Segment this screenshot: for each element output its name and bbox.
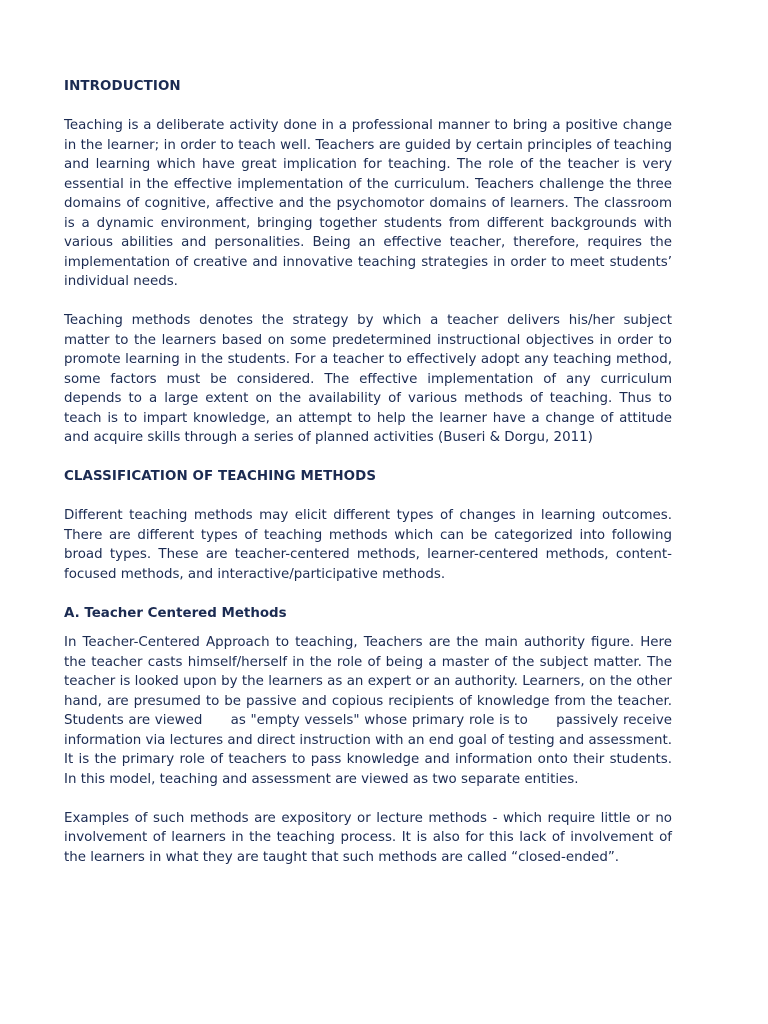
introduction-paragraph-2: Teaching methods denotes the strategy by which a teacher delivers his/her subject matter to the learners based on some predetermined instructional objectives in order to promote learning in the students. For a teacher to effectively adopt any teaching method, some factors must be considered. The effective implementation of any curriculum depends to a large extent on the availability of various methods of teaching. Thus to teach is to impart knowledge, an attempt to help the learner have a change of attitude and acquire skills through a series of planned activities (Buseri & Dorgu, 2011): [64, 313, 672, 445]
teacher-centered-paragraph-2: Examples of such methods are expository or lecture methods - which require little or no involvement of learners in the teaching process. It is also for this lack of involvement of the learners in what they are taught that such methods are called “closed-ended”.: [64, 810, 672, 865]
introduction-paragraph-1: Teaching is a deliberate activity done in a professional manner to bring a positive change in the learner; in order to teach well. Teachers are guided by certain principles of teaching and learning which have great implication for teaching. The role of the teacher is very essential in the effective implementation of the curriculum. Teachers challenge the three domains of cognitive, affective and the psychomotor domains of learners. The classroom is a dynamic environment, bringing together students from different backgrounds with various abilities and personalities. Being an effective teacher, therefore, requires the implementation of creative and innovative teaching strategies in order to meet students’ individual needs.: [64, 118, 672, 289]
document-page: [64, 77, 677, 867]
teacher-centered-paragraph-1: In Teacher-Centered Approach to teaching, Teachers are the main authority figure. Here the teacher casts himself/herself in the role of being a master of the subject matter. The teacher is looked upon by the learners as an expert or an authority. Learners, on the other hand, are presumed to be passive and copious recipients of knowledge from the teacher. Students are viewed as "empty vessels" whose primary role is to passively receive information via lectures and direct instruction with an end goal of testing and assessment. It is the primary role of teachers to pass knowledge and information onto their students. In this model, teaching and assessment are viewed as two separate entities.: [64, 635, 677, 787]
classification-paragraph: Different teaching methods may elicit different types of changes in learning outcomes. There are different types of teaching methods which can be categorized into following broad types. These are teacher-centered methods, learner-centered methods, content-focused methods, and interactive/participative methods.: [64, 508, 672, 582]
introduction-heading: INTRODUCTION: [64, 79, 181, 94]
classification-heading: CLASSIFICATION OF TEACHING METHODS: [64, 469, 377, 484]
teacher-centered-heading: A. Teacher Centered Methods: [64, 605, 287, 621]
